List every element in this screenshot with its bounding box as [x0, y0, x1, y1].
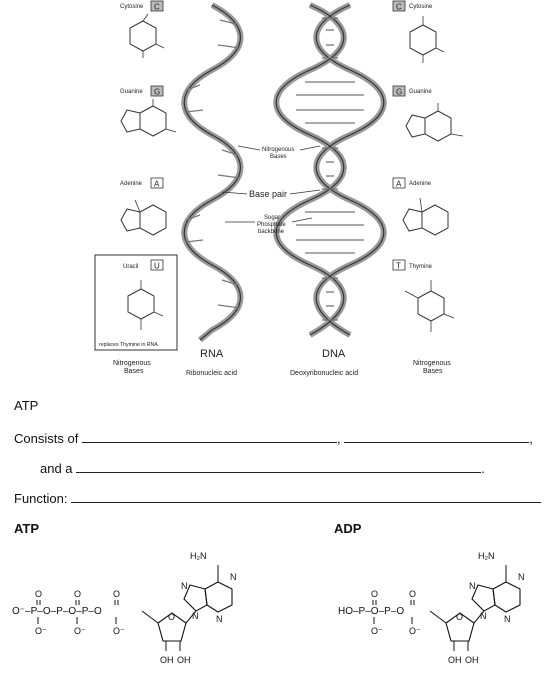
base-name: Cytosine	[409, 4, 433, 10]
oh-label: OH	[160, 655, 174, 665]
adp-phosphate-chain: HO–P–O–P–O	[338, 606, 405, 617]
comma-2: ,	[529, 431, 533, 446]
consists-blank-1[interactable]	[82, 430, 337, 443]
adp-structure-label: ADP	[334, 521, 362, 536]
atp-structure-label: ATP	[14, 521, 40, 536]
ring-oxygen: O	[456, 612, 464, 622]
consists-of-row	[14, 430, 554, 446]
base-letter: T	[396, 261, 401, 271]
left-uracil-box	[95, 255, 177, 350]
function-blank[interactable]	[71, 490, 541, 503]
atp-structure	[12, 551, 237, 665]
o-label: O	[371, 589, 379, 599]
left-adenine	[120, 178, 166, 235]
o-label: O⁻	[35, 626, 47, 636]
rna-subtitle: Ribonucleic acid	[186, 370, 237, 377]
o-label: O	[409, 589, 417, 599]
consists-label: Consists of	[14, 431, 79, 446]
callout-text: Base pair	[249, 189, 288, 199]
right-cytosine	[393, 1, 444, 63]
base-name: Cytosine	[120, 4, 144, 10]
atp-adp-structures	[0, 535, 560, 700]
uracil-note: replaces Thymine in RNA	[99, 342, 158, 348]
right-caption-line1: Nitrogenous	[413, 360, 451, 367]
nitrogen-label: N	[469, 581, 476, 591]
amine-label: H₂N	[478, 551, 495, 561]
nitrogen-label: N	[230, 572, 237, 582]
atp-heading: ATP	[14, 398, 39, 413]
consists-blank-2[interactable]	[344, 430, 529, 443]
base-name: Adenine	[409, 181, 432, 187]
base-name: Guanine	[409, 89, 432, 95]
right-adenine	[393, 178, 448, 235]
left-caption-line1: Nitrogenous	[113, 360, 151, 367]
nitrogen-label: N	[480, 611, 487, 621]
base-letter: A	[396, 179, 402, 189]
left-cytosine	[120, 1, 164, 58]
base-name: Uracil	[123, 264, 139, 270]
atp-phosphate-chain: O⁻–P–O–P–O–P–O	[12, 606, 102, 617]
dna-title: DNA	[322, 348, 346, 360]
base-letter: G	[396, 87, 403, 97]
callout-text: Phosphate	[257, 222, 286, 228]
callout-text: Nitrogenous	[262, 147, 295, 153]
dna-subtitle: Deoxyribonucleic acid	[290, 370, 359, 377]
rna-helix	[184, 5, 240, 340]
adp-structure	[338, 551, 525, 665]
ring-oxygen: O	[168, 612, 176, 622]
period: .	[481, 461, 485, 476]
oh-label: OH	[465, 655, 479, 665]
base-letter: A	[154, 179, 160, 189]
right-caption-line2: Bases	[423, 368, 443, 375]
dna-helix	[276, 5, 384, 335]
nitrogen-label: N	[216, 614, 223, 624]
nitrogen-label: N	[181, 581, 188, 591]
right-guanine	[393, 86, 463, 141]
base-letter: C	[154, 2, 160, 12]
oh-label: OH	[448, 655, 462, 665]
o-label: O⁻	[113, 626, 125, 636]
nitrogen-label: N	[518, 572, 525, 582]
base-name: Guanine	[120, 89, 143, 95]
o-label: O	[74, 589, 82, 599]
base-name: Thymine	[409, 264, 433, 270]
amine-label: H₂N	[190, 551, 207, 561]
and-a-label: and a	[40, 461, 73, 476]
comma-1: ,	[336, 431, 341, 446]
and-a-row	[40, 460, 550, 476]
right-thymine	[393, 260, 454, 332]
callout-text: Sugar	[264, 215, 281, 221]
left-guanine	[120, 86, 176, 136]
function-row	[14, 490, 554, 506]
base-letter: G	[154, 87, 161, 97]
left-caption-line2: Bases	[124, 368, 144, 375]
callout-text: backbone	[258, 229, 285, 235]
and-a-blank[interactable]	[76, 460, 481, 473]
nitrogen-label: N	[192, 611, 199, 621]
rna-title: RNA	[200, 348, 224, 360]
base-letter: C	[396, 2, 402, 12]
base-letter: U	[154, 261, 160, 271]
function-label: Function:	[14, 491, 68, 506]
o-label: O⁻	[74, 626, 86, 636]
o-label: O	[35, 589, 43, 599]
o-label: O⁻	[409, 626, 421, 636]
nitrogen-label: N	[504, 614, 511, 624]
callout-text: Bases	[270, 154, 287, 160]
base-name: Adenine	[120, 181, 143, 187]
o-label: O	[113, 589, 121, 599]
oh-label: OH	[177, 655, 191, 665]
o-label: O⁻	[371, 626, 383, 636]
